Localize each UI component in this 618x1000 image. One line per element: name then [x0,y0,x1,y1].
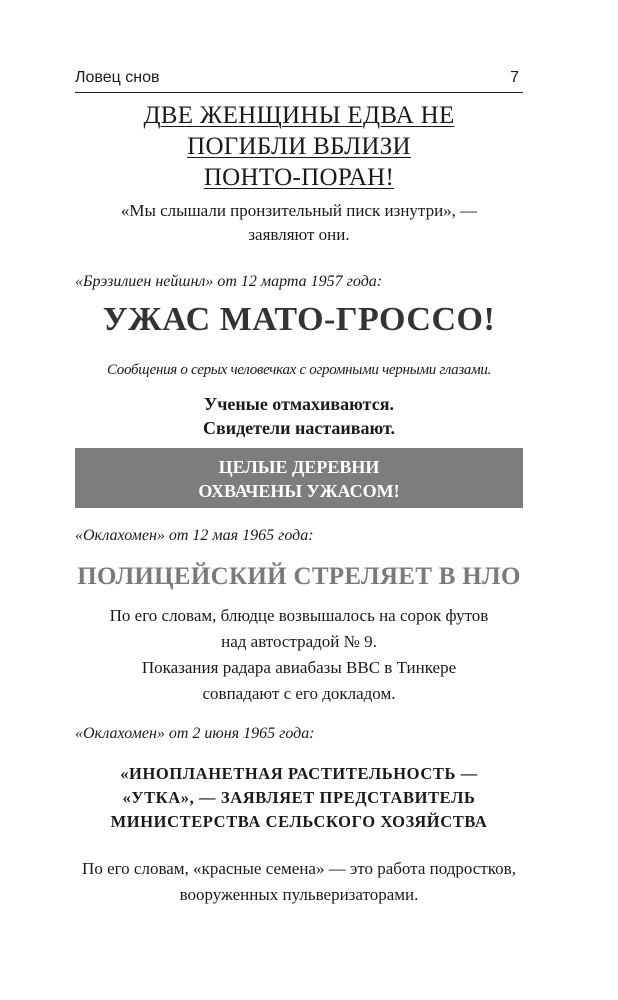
book-page [75,0,523,1000]
source-oklahoman-june: «Оклахомен» от 2 июня 1965 года: [75,725,315,742]
source-oklahoman-may: «Оклахомен» от 12 мая 1965 года: [75,527,314,544]
headline-line: ПОГИБЛИ ВБЛИЗИ [187,133,411,160]
paragraph-line: Показания радара авиабазы ВВС в Тинкере [141,658,457,677]
running-head [75,66,523,93]
source-brazilian-national: «Брэзилиен нейшнл» от 12 марта 1957 года: [75,273,383,290]
headline-line: ДВЕ ЖЕНЩИНЫ ЕДВА НЕ [143,102,455,129]
book-title: Ловец снов [75,69,160,86]
quote-line: заявляют они. [248,225,350,244]
headline-line: «ИНОПЛАНЕТНАЯ РАСТИТЕЛЬНОСТЬ — [120,764,478,783]
paragraph-line: По его словам, «красные семена» — это работа подростков, [82,859,516,878]
bold-line: Ученые отмахиваются. [204,394,394,414]
quote-women [75,199,523,247]
subhead-gray-men: Сообщения о серых человечках с огромными черными глазами. [106,362,492,378]
headline-mato-grosso: УЖАС МАТО-ГРОССО! [102,301,496,338]
quote-line: «Мы слышали пронзительный писк изнутри», — [120,201,478,220]
paragraph-line: По его словам, блюдце возвышалось на сорок футов [109,606,489,625]
headline-police-ufo: ПОЛИЦЕЙСКИЙ СТРЕЛЯЕТ В НЛО [77,563,521,590]
headline-alien-vegetation [75,762,523,834]
gray-banner-villages [75,448,523,508]
paragraph-line: над автострадой № 9. [221,632,377,651]
headline-line: «УТКА», — ЗАЯВЛЯЕТ ПРЕДСТАВИТЕЛЬ [122,788,476,807]
headline-line: МИНИСТЕРСТВА СЕЛЬСКОГО ХОЗЯЙСТВА [110,812,488,831]
paragraph-saucer [75,603,523,707]
banner-line: ЦЕЛЫЕ ДЕРЕВНИ [218,457,380,477]
paragraph-line: вооруженных пульверизаторами. [179,885,419,904]
paragraph-red-seeds [75,856,523,908]
banner-line: ОХВАЧЕНЫ УЖАСОМ! [198,481,400,501]
headline-women-ponto-poran [75,100,523,193]
headline-line: ПОНТО-ПОРАН! [203,164,395,191]
page-number: 7 [510,69,519,86]
paragraph-line: совпадают с его докладом. [202,684,396,703]
scientists-witnesses [75,392,523,440]
bold-line: Свидетели настаивают. [202,418,395,438]
